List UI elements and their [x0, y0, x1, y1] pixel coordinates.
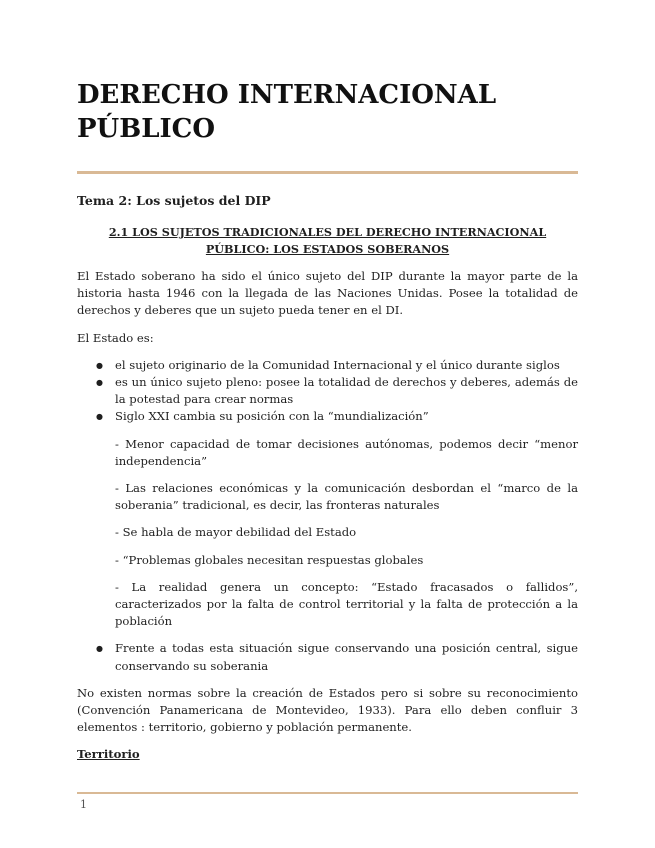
sub-point: - Menor capacidad de tomar decisiones autónomas, podemos decir “menor independencia” — [115, 436, 578, 468]
bullet-list — [77, 357, 578, 426]
sub-point: - La realidad genera un concepto: “Estado fracasados o fallidos”, caracterizados por la falta de control territorial y la falta de protección a la población — [115, 579, 578, 629]
title-divider — [77, 171, 578, 174]
title-line-1: DERECHO INTERNACIONAL — [77, 80, 497, 110]
page-number: 1 — [80, 798, 87, 811]
territory-heading: Territorio — [77, 747, 140, 762]
sub-point: - “Problemas globales necesitan respuestas globales — [115, 552, 424, 567]
intro-paragraph: El Estado soberano ha sido el único sujeto del DIP durante la mayor parte de la historia hasta 1946 con la llegada de las Naciones Unidas. Posee la totalidad de derechos y deberes que un sujeto pueda tener en el DI. — [77, 269, 578, 318]
bullet-list-2 — [77, 640, 578, 674]
list-item: ● es un único sujeto pleno: posee la totalidad de derechos y deberes, además de la potestad para crear normas — [115, 374, 578, 408]
sub-point: - Se habla de mayor debilidad del Estado — [115, 525, 357, 540]
estado-es-paragraph: El Estado es: — [77, 330, 154, 345]
document-title — [77, 78, 578, 146]
list-item: ● el sujeto originario de la Comunidad Internacional y el único durante siglos — [115, 357, 578, 374]
footer-divider — [77, 792, 578, 794]
list-item: ● Frente a todas esta situación sigue conservando una posición central, sigue conservando su soberania — [115, 640, 578, 674]
list-item: ● Siglo XXI cambia su posición con la “mundialización” — [115, 408, 578, 425]
section-heading: Tema 2: Los sujetos del DIP — [77, 193, 271, 208]
reconocimiento-paragraph: No existen normas sobre la creación de Estados pero si sobre su reconocimiento (Convención Panamericana de Montevideo, 1933). Para ello deben confluir 3 elementos : territorio, gobierno y población permanente. — [77, 685, 578, 735]
sub-points — [115, 436, 578, 631]
title-line-2: PÚBLICO — [77, 114, 215, 144]
document-body — [77, 268, 578, 774]
subsection-heading: 2.1 LOS SUJETOS TRADICIONALES DEL DERECHO INTERNACIONAL PÚBLICO: LOS ESTADOS SOBERANOS — [108, 225, 547, 256]
sub-point: - Las relaciones económicas y la comunicación desbordan el “marco de la soberania” tradicional, es decir, las fronteras naturales — [115, 481, 578, 513]
